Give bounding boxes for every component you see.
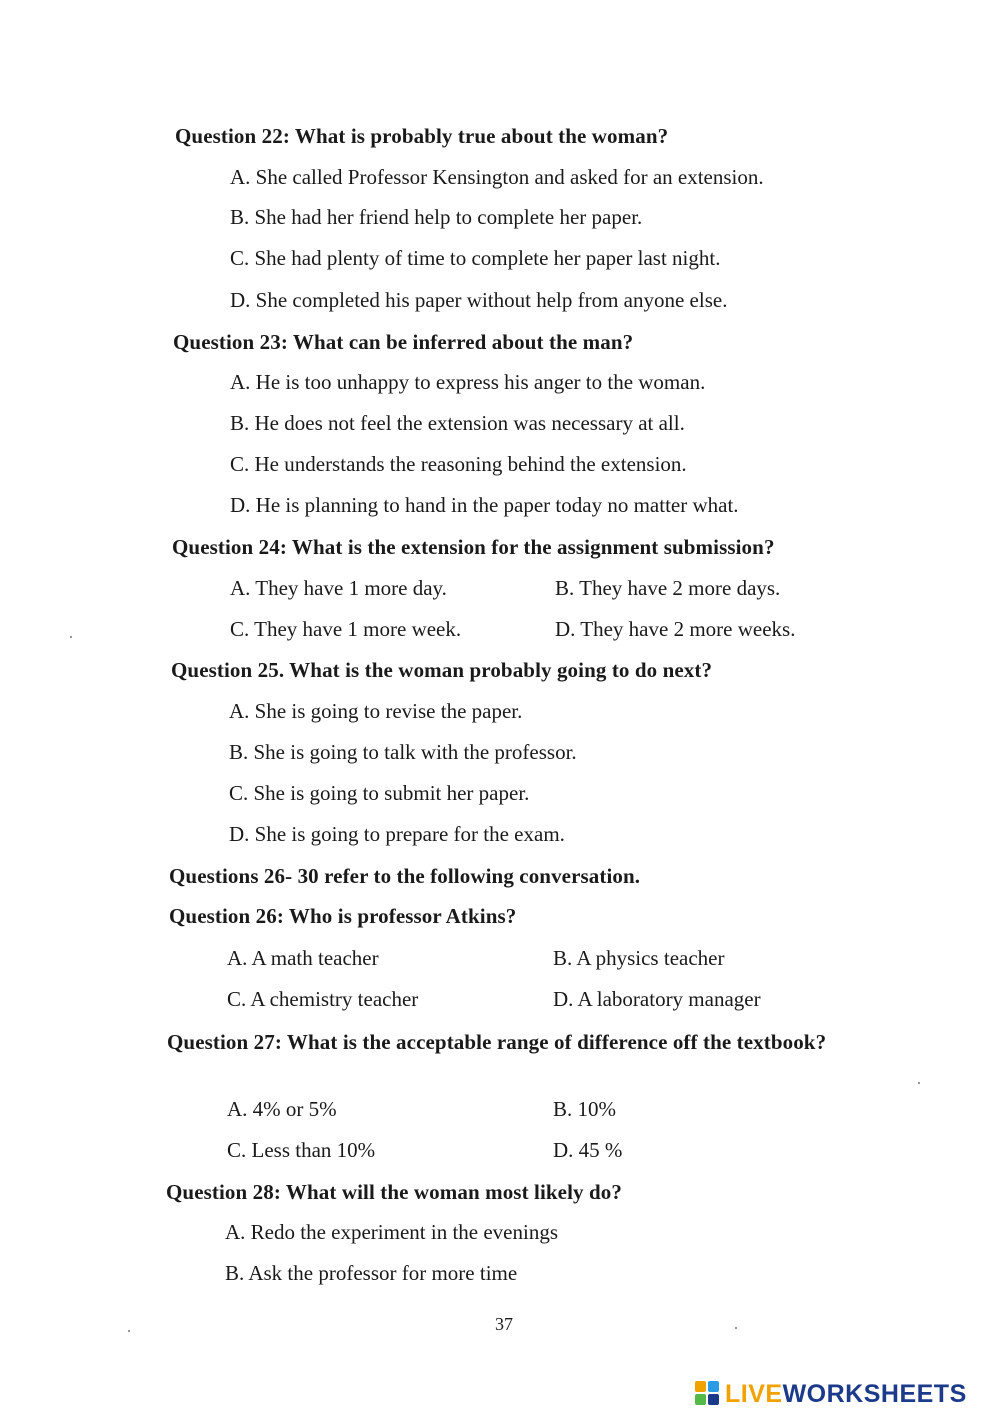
q24-option-c[interactable]: C. They have 1 more week.: [230, 617, 462, 641]
q28-option-a[interactable]: A. Redo the experiment in the evenings: [225, 1220, 558, 1244]
question-25: Question 25. What is the woman probably going to do next?: [171, 658, 713, 682]
question-23: Question 23: What can be inferred about the man?: [173, 330, 634, 354]
q26-option-d[interactable]: D. A laboratory manager: [553, 987, 761, 1011]
q24-option-d[interactable]: D. They have 2 more weeks.: [555, 617, 796, 641]
page-number: 37: [495, 1314, 513, 1334]
section-heading: Questions 26- 30 refer to the following conversation.: [169, 864, 641, 888]
liveworksheets-logo: [695, 1380, 967, 1408]
q28-option-b[interactable]: B. Ask the professor for more time: [225, 1261, 518, 1285]
q27-option-c[interactable]: C. Less than 10%: [227, 1138, 376, 1162]
q23-option-c[interactable]: C. He understands the reasoning behind the extension.: [230, 452, 687, 476]
scan-speck: [128, 1330, 130, 1332]
q26-option-b[interactable]: B. A physics teacher: [553, 946, 725, 970]
scan-speck: [70, 636, 72, 638]
question-28: Question 28: What will the woman most likely do?: [166, 1180, 622, 1204]
q23-option-a[interactable]: A. He is too unhappy to express his anger to the woman.: [230, 370, 706, 394]
q24-option-b[interactable]: B. They have 2 more days.: [555, 576, 781, 600]
question-24: Question 24: What is the extension for the assignment submission?: [172, 535, 775, 559]
q27-option-a[interactable]: A. 4% or 5%: [227, 1097, 337, 1121]
question-27: Question 27: What is the acceptable range of difference off the textbook?: [167, 1030, 827, 1054]
q26-option-a[interactable]: A. A math teacher: [227, 946, 379, 970]
scan-speck: [918, 1082, 920, 1084]
q27-option-b[interactable]: B. 10%: [553, 1097, 616, 1121]
q25-option-c[interactable]: C. She is going to submit her paper.: [229, 781, 530, 805]
q22-option-d[interactable]: D. She completed his paper without help from anyone else.: [230, 288, 728, 312]
q22-option-b[interactable]: B. She had her friend help to complete her paper.: [230, 205, 643, 229]
q24-option-a[interactable]: A. They have 1 more day.: [230, 576, 447, 600]
q22-option-a[interactable]: A. She called Professor Kensington and asked for an extension.: [230, 165, 764, 189]
q25-option-d[interactable]: D. She is going to prepare for the exam.: [229, 822, 565, 846]
scan-speck: [735, 1327, 737, 1329]
q26-option-c[interactable]: C. A chemistry teacher: [227, 987, 419, 1011]
liveworksheets-logo-icon: [695, 1381, 721, 1407]
q27-option-d[interactable]: D. 45 %: [553, 1138, 623, 1162]
q25-option-b[interactable]: B. She is going to talk with the professor.: [229, 740, 577, 764]
liveworksheets-logo-text: LIVEWORKSHEETS: [725, 1379, 967, 1408]
question-26: Question 26: Who is professor Atkins?: [169, 904, 517, 928]
q22-option-c[interactable]: C. She had plenty of time to complete her paper last night.: [230, 246, 721, 270]
question-22: Question 22: What is probably true about the woman?: [175, 124, 669, 148]
q25-option-a[interactable]: A. She is going to revise the paper.: [229, 699, 523, 723]
q23-option-b[interactable]: B. He does not feel the extension was necessary at all.: [230, 411, 685, 435]
q23-option-d[interactable]: D. He is planning to hand in the paper today no matter what.: [230, 493, 739, 517]
